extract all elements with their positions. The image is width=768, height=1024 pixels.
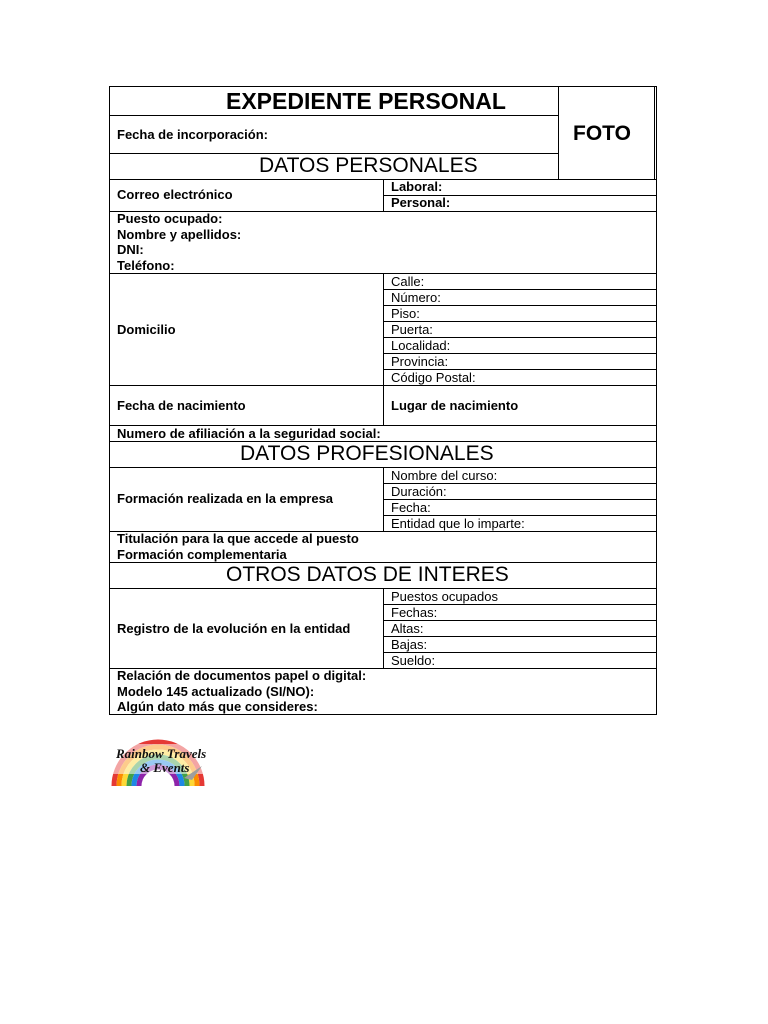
- divider-formacion: [383, 467, 384, 532]
- form-title: EXPEDIENTE PERSONAL: [226, 88, 506, 114]
- section-datos-personales: DATOS PERSONALES: [259, 154, 478, 177]
- final-line-1: Relación de documentos papel o digital:: [117, 668, 367, 683]
- personnel-form: [109, 86, 657, 715]
- formacion-label: Formación realizada en la empresa: [117, 491, 334, 506]
- correo-laboral-label: Laboral:: [391, 179, 443, 194]
- seguridad-social-label: Numero de afiliación a la seguridad social:: [117, 426, 381, 441]
- section-datos-profesionales: DATOS PROFESIONALES: [240, 442, 494, 465]
- domicilio-field-puerta: Puerta:: [391, 322, 433, 337]
- final-line-2: Modelo 145 actualizado (SI/NO):: [117, 684, 315, 699]
- divider-correo: [383, 179, 384, 212]
- photo-box-left-line: [558, 86, 559, 180]
- identidad-line-3: DNI:: [117, 242, 144, 257]
- identidad-line-4: Teléfono:: [117, 258, 175, 273]
- section-otros-datos: OTROS DATOS DE INTERES: [226, 563, 509, 586]
- frame-top-line: [109, 86, 657, 87]
- divider-evolucion: [383, 588, 384, 669]
- domicilio-field-numero: Número:: [391, 290, 441, 305]
- fecha-incorporacion-label: Fecha de incorporación:: [117, 127, 268, 142]
- photo-box-right-line: [654, 86, 655, 180]
- domicilio-label: Domicilio: [117, 322, 176, 337]
- evolucion-field-fechas: Fechas:: [391, 605, 438, 620]
- evolucion-field-sueldo: Sueldo:: [391, 653, 436, 668]
- evolucion-field-puestos: Puestos ocupados: [391, 589, 498, 604]
- divider-domicilio: [383, 273, 384, 426]
- logo-text-line2: & Events: [140, 760, 190, 775]
- identidad-line-1: Puesto ocupado:: [117, 211, 223, 226]
- domicilio-field-localidad: Localidad:: [391, 338, 451, 353]
- titulacion-line-1: Titulación para la que accede al puesto: [117, 531, 359, 546]
- lugar-nacimiento-label: Lugar de nacimiento: [391, 398, 519, 413]
- evolucion-field-bajas: Bajas:: [391, 637, 428, 652]
- rule-evo-2: [383, 620, 657, 621]
- frame-bottom-line: [109, 714, 657, 715]
- domicilio-field-provincia: Provincia:: [391, 354, 449, 369]
- titulacion-line-2: Formación complementaria: [117, 547, 287, 562]
- correo-personal-label: Personal:: [391, 195, 451, 210]
- domicilio-field-codigo-postal: Código Postal:: [391, 370, 476, 385]
- photo-label: FOTO: [573, 122, 631, 145]
- domicilio-field-calle: Calle:: [391, 274, 425, 289]
- frame-left-line: [109, 86, 110, 715]
- formacion-field-curso: Nombre del curso:: [391, 468, 498, 483]
- logo-text-line1: Rainbow Travels: [116, 746, 206, 761]
- correo-label: Correo electrónico: [117, 187, 233, 202]
- company-logo: [110, 726, 206, 792]
- domicilio-field-piso: Piso:: [391, 306, 420, 321]
- fecha-nacimiento-label: Fecha de nacimiento: [117, 398, 246, 413]
- rule-dom-2: [383, 305, 657, 306]
- formacion-field-duracion: Duración:: [391, 484, 447, 499]
- identidad-line-2: Nombre y apellidos:: [117, 227, 242, 242]
- final-line-3: Algún dato más que consideres:: [117, 699, 318, 714]
- rule-title: [109, 115, 558, 116]
- evolucion-label: Registro de la evolución en la entidad: [117, 621, 351, 636]
- formacion-field-fecha: Fecha:: [391, 500, 431, 515]
- formacion-field-entidad: Entidad que lo imparte:: [391, 516, 525, 531]
- evolucion-field-altas: Altas:: [391, 621, 424, 636]
